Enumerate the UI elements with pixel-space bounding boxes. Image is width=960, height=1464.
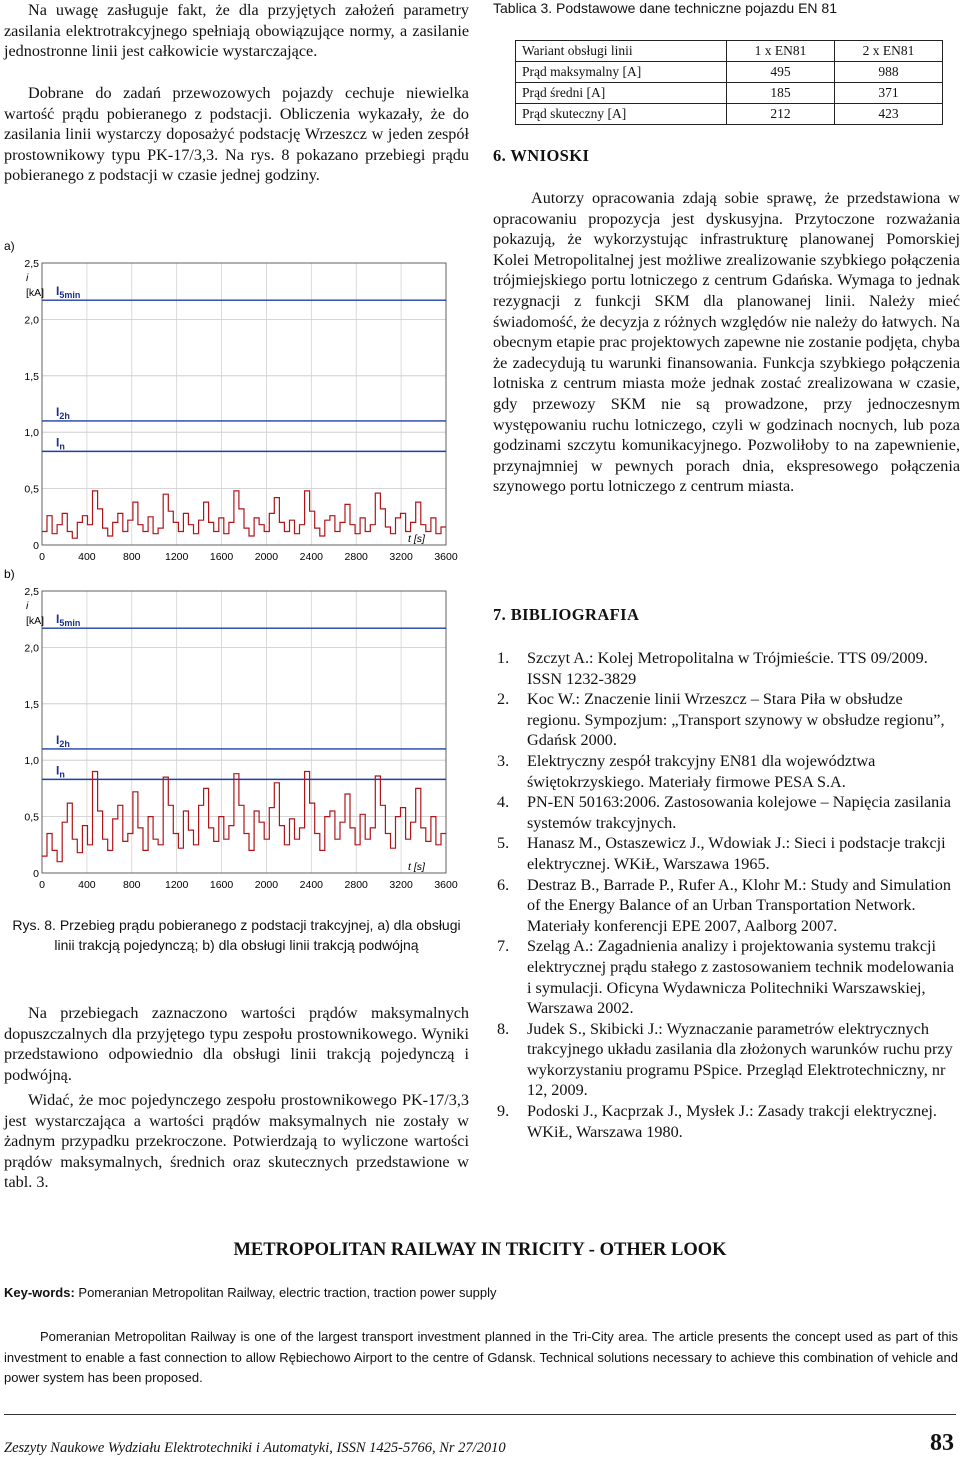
limit-label: $I_n$ <box>56 435 65 452</box>
y-tick-label: 0 <box>33 540 39 552</box>
english-title: METROPOLITAN RAILWAY IN TRICITY - OTHER LOOK <box>233 1240 727 1260</box>
x-tick-label: 2800 <box>344 879 368 891</box>
table-cell: Prąd średni [A] <box>516 83 727 104</box>
table-cell: Wariant obsługi linii <box>516 41 727 62</box>
paragraph-1: Na uwagę zasługuje fakt, że dla przyjętych założeń parametry zasilania elektrotrakcyjnego spełniają obowiązujące normy, a zasilanie jednostronne linii jest całkowicie wystarczające. <box>4 1 469 61</box>
figure-caption: Rys. 8. Przebieg prądu pobieranego z podstacji trakcyjnej, a) dla obsługi linii trakcją pojedynczą; b) dla obsługi linii trakcją podwójną <box>12 917 461 953</box>
bibliography-item <box>493 875 960 937</box>
table-cell: 212 <box>727 104 835 125</box>
table-cell: 371 <box>835 83 943 104</box>
y-tick-label: 1,0 <box>24 755 39 768</box>
x-tick-label: 800 <box>123 879 141 891</box>
y-tick-label: 2,0 <box>24 314 39 327</box>
y-axis-unit: [kA] <box>26 287 45 299</box>
keywords <box>4 1285 954 1300</box>
bibliography-text: Szczyt A.: Kolej Metropolitalna w Trójmieście. TTS 09/2009. ISSN 1232-3829 <box>527 649 928 688</box>
bibliography-item <box>493 1019 960 1101</box>
y-tick-label: 0 <box>33 868 39 880</box>
x-tick-label: 2400 <box>299 551 324 563</box>
keywords-text: Pomeranian Metropolitan Railway, electric traction, traction power supply <box>74 1285 497 1300</box>
x-axis-label: t [s] <box>408 861 425 873</box>
bibliography-text: Elektryczny zespół trakcyjny EN81 dla województwa świętokrzyskiego. Materiały firmowe PESA S.A. <box>527 751 876 791</box>
keywords-label: Key-words: <box>4 1285 75 1300</box>
figure-8-charts <box>4 238 469 906</box>
x-tick-label: 1600 <box>209 879 234 891</box>
paragraph-2: Dobrane do zadań przewozowych pojazdy cechuje niewielka wartość prądu pobieranego z podstacji. Obliczenia wykazały, że do zasilania linii wystarczy doposażyć podstację Wrzeszcz w jeden zespół prostownikowy typu PK-17/3,3. Na rys. 8 pokazano przebiegi prądu pobieranego z podstacji w czasie jednej godziny. <box>4 84 469 185</box>
y-axis-unit: [kA] <box>26 615 45 627</box>
paragraph-4: Widać, że moc pojedynczego zespołu prostownikowego PK-17/3,3 jest wystarczająca a wartości prądów maksymalnych nie zostały w żadnym przypadku przekroczone. Potwierdzają to wyliczone wartości prądów maksymalnych, średnich oraz skutecznych przedstawione w tabl. 3. <box>4 1091 469 1192</box>
journal-footer: Zeszyty Naukowe Wydziału Elektrotechniki i Automatyki, ISSN 1425-5766, Nr 27/2010 <box>4 1440 506 1456</box>
bibliography-number: 8. <box>497 1019 510 1038</box>
table-cell: 2 x EN81 <box>835 41 943 62</box>
y-tick-label: 1,5 <box>24 698 39 711</box>
table-row <box>516 62 943 83</box>
technical-data-table <box>515 40 943 125</box>
x-tick-label: 800 <box>123 551 141 563</box>
bibliography-number: 1. <box>497 649 510 667</box>
x-tick-label: 2000 <box>254 879 279 891</box>
current-trace <box>42 491 446 538</box>
figure-8 <box>4 238 469 911</box>
limit-label: $I_{2h}$ <box>56 404 70 421</box>
section-7-title: 7. BIBLIOGRAFIA <box>493 605 640 624</box>
x-tick-label: 3200 <box>389 879 413 891</box>
bibliography-number: 4. <box>497 793 510 812</box>
bibliography-text: Szeląg A.: Zagadnienia analizy i projektowania systemu trakcji elektrycznej prądu stałego z zastosowaniem technik modelowania i symulacji. Oficyna Wydawnicza Politechniki Warszawskiej, Warszawa 2002. <box>527 937 955 1018</box>
table-cell: 185 <box>727 83 835 104</box>
bibliography-item <box>493 751 960 792</box>
chart-panel-a <box>4 239 458 563</box>
x-tick-label: 0 <box>39 551 45 563</box>
bibliography-number: 9. <box>497 1102 510 1121</box>
bibliography-item <box>493 833 960 874</box>
limit-label: $I_{5min}$ <box>56 284 81 301</box>
table-row <box>516 104 943 125</box>
y-tick-label: 2,5 <box>24 586 39 598</box>
x-tick-label: 2000 <box>254 551 279 563</box>
limit-label: $I_{2h}$ <box>56 732 70 749</box>
y-axis-symbol: i <box>26 272 29 284</box>
bibliography-number: 2. <box>497 690 510 709</box>
bibliography-item <box>493 689 960 751</box>
table-cell: 1 x EN81 <box>727 41 835 62</box>
x-tick-label: 0 <box>39 879 45 891</box>
current-trace <box>42 772 446 862</box>
footer-divider <box>4 1414 956 1415</box>
y-tick-label: 2,0 <box>24 642 39 655</box>
plot-frame <box>42 263 446 545</box>
x-tick-label: 3600 <box>434 879 458 891</box>
x-tick-label: 1200 <box>164 551 189 563</box>
bibliography-text: Koc W.: Znaczenie linii Wrzeszcz – Stara Piła w obsłudze regionu. Sympozjum: „Transport szynowy w obsłudze regionu”, Gdańsk 2000. <box>527 690 945 750</box>
y-tick-label: 2,5 <box>24 258 39 270</box>
x-tick-label: 2800 <box>344 551 368 563</box>
x-tick-label: 1600 <box>209 551 234 563</box>
limit-label: $I_n$ <box>56 763 65 780</box>
page-number: 83 <box>930 1430 954 1456</box>
table-row <box>516 83 943 104</box>
limit-label: $I_{5min}$ <box>56 612 81 629</box>
table-row <box>516 41 943 62</box>
table-cell: Prąd skuteczny [A] <box>516 104 727 125</box>
bibliography-text: Judek S., Skibicki J.: Wyznaczanie parametrów elektrycznych trakcyjnego układu zasilania dla złożonych warunków ruchu przy wykorzystaniu programu PSpice. Przegląd Elektrotechniczny, nr 12, 2009. <box>527 1019 953 1100</box>
paragraph-3: Na przebiegach zaznaczono wartości prądów maksymalnych dopuszczalnych dla przyjętego typu zespołu prostownikowego. Wyniki przedstawiono odpowiednio dla obsługi linii trakcją pojedynczą i podwójną. <box>4 1004 469 1084</box>
panel-label: b) <box>4 567 15 581</box>
bibliography-text: PN-EN 50163:2006. Zastosowania kolejowe – Napięcia zasilania systemów trakcyjnych. <box>527 793 951 832</box>
bibliography-number: 5. <box>497 834 510 853</box>
bibliography-text: Destraz B., Barrade P., Rufer A., Klohr M.: Study and Simulation of the Energy Balance of an Urban Transportation Network. Materiały konferencji EPE 2007, Aalborg 2007. <box>527 875 951 935</box>
bibliography-list <box>493 648 960 1142</box>
panel-label: a) <box>4 239 15 253</box>
table-cell: 423 <box>835 104 943 125</box>
bibliography-text: Podoski J., Kacprzak J., Mysłek J.: Zasady trakcji elektrycznej. WKiŁ, Warszawa 1980. <box>527 1102 937 1141</box>
bibliography-item <box>493 936 960 1018</box>
y-tick-label: 0,5 <box>24 811 39 824</box>
section-6-text: Autorzy opracowania zdają sobie sprawę, że przedstawiona w opracowaniu propozycja jest dyskusyjna. Przytoczone rozważania pokazują, że wykorzystując infrastrukturę planowanej Pomorskiej Kolei Metropolitalnej jest możliwe zrealizowanie szybkiego połączenia trójmiejskiego portu lotniczego z centrum Gdańska. Wymaga to jednak rezygnacji z funkcji SKM dla planowanej linii. Należy mieć świadomość, że decyzja z różnych względów nie należy do łatwych. Na obecnym etapie prac projektowych zapewne nie zostanie podjęta, chyba że zadecydują tu warunki finansowania. Funkcja szybkiego połączenia lotniska z centrum miasta może jednak zostać zrealizowana w czasie, gdy przewozy SKM nie są prowadzone, przy jednoczesnym występowaniu ruchu lotniczego, czyli w godzinach nocnych, lub poza godzinami szczytu komunikacyjnego. Pozwoliłoby to na zapewnienie, przynajmniej w pewnych porach dnia, ekspresowego połączenia szynowego portu lotniczego z centrum miasta. <box>493 189 960 496</box>
english-abstract: Pomeranian Metropolitan Railway is one of the largest transport investment planned in the Tri-City area. The article presents the concept used as part of this investment to enable a fast connection to allow Rębiechowo Airport to the centre of Gdansk. Technical solutions necessary to achieve this combination of vehicle and power system has been proposed. <box>4 1329 958 1385</box>
y-tick-label: 0,5 <box>24 483 39 496</box>
y-axis-symbol: i <box>26 600 29 612</box>
x-tick-label: 2400 <box>299 879 324 891</box>
table-cell: Prąd maksymalny [A] <box>516 62 727 83</box>
chart-panel-b <box>4 567 458 891</box>
x-axis-label: t [s] <box>408 533 425 545</box>
bibliography-number: 3. <box>497 751 510 770</box>
table-caption: Tablica 3. Podstawowe dane techniczne pojazdu EN 81 <box>493 0 837 16</box>
bibliography-item <box>493 648 960 689</box>
section-6-title: 6. WNIOSKI <box>493 146 590 165</box>
table-cell: 988 <box>835 62 943 83</box>
x-tick-label: 3200 <box>389 551 413 563</box>
y-tick-label: 1,0 <box>24 427 39 440</box>
bibliography-text: Hanasz M., Ostaszewicz J., Wdowiak J.: Sieci i podstacje trakcji elektrycznej. WKiŁ, Warszawa 1965. <box>527 834 946 873</box>
bibliography-number: 6. <box>497 875 510 894</box>
x-tick-label: 400 <box>78 551 96 563</box>
x-tick-label: 3600 <box>434 551 458 563</box>
x-tick-label: 400 <box>78 879 96 891</box>
y-tick-label: 1,5 <box>24 370 39 383</box>
bibliography-item <box>493 1101 960 1142</box>
bibliography-item <box>493 792 960 833</box>
table-cell: 495 <box>727 62 835 83</box>
x-tick-label: 1200 <box>164 879 189 891</box>
bibliography-number: 7. <box>497 937 510 956</box>
